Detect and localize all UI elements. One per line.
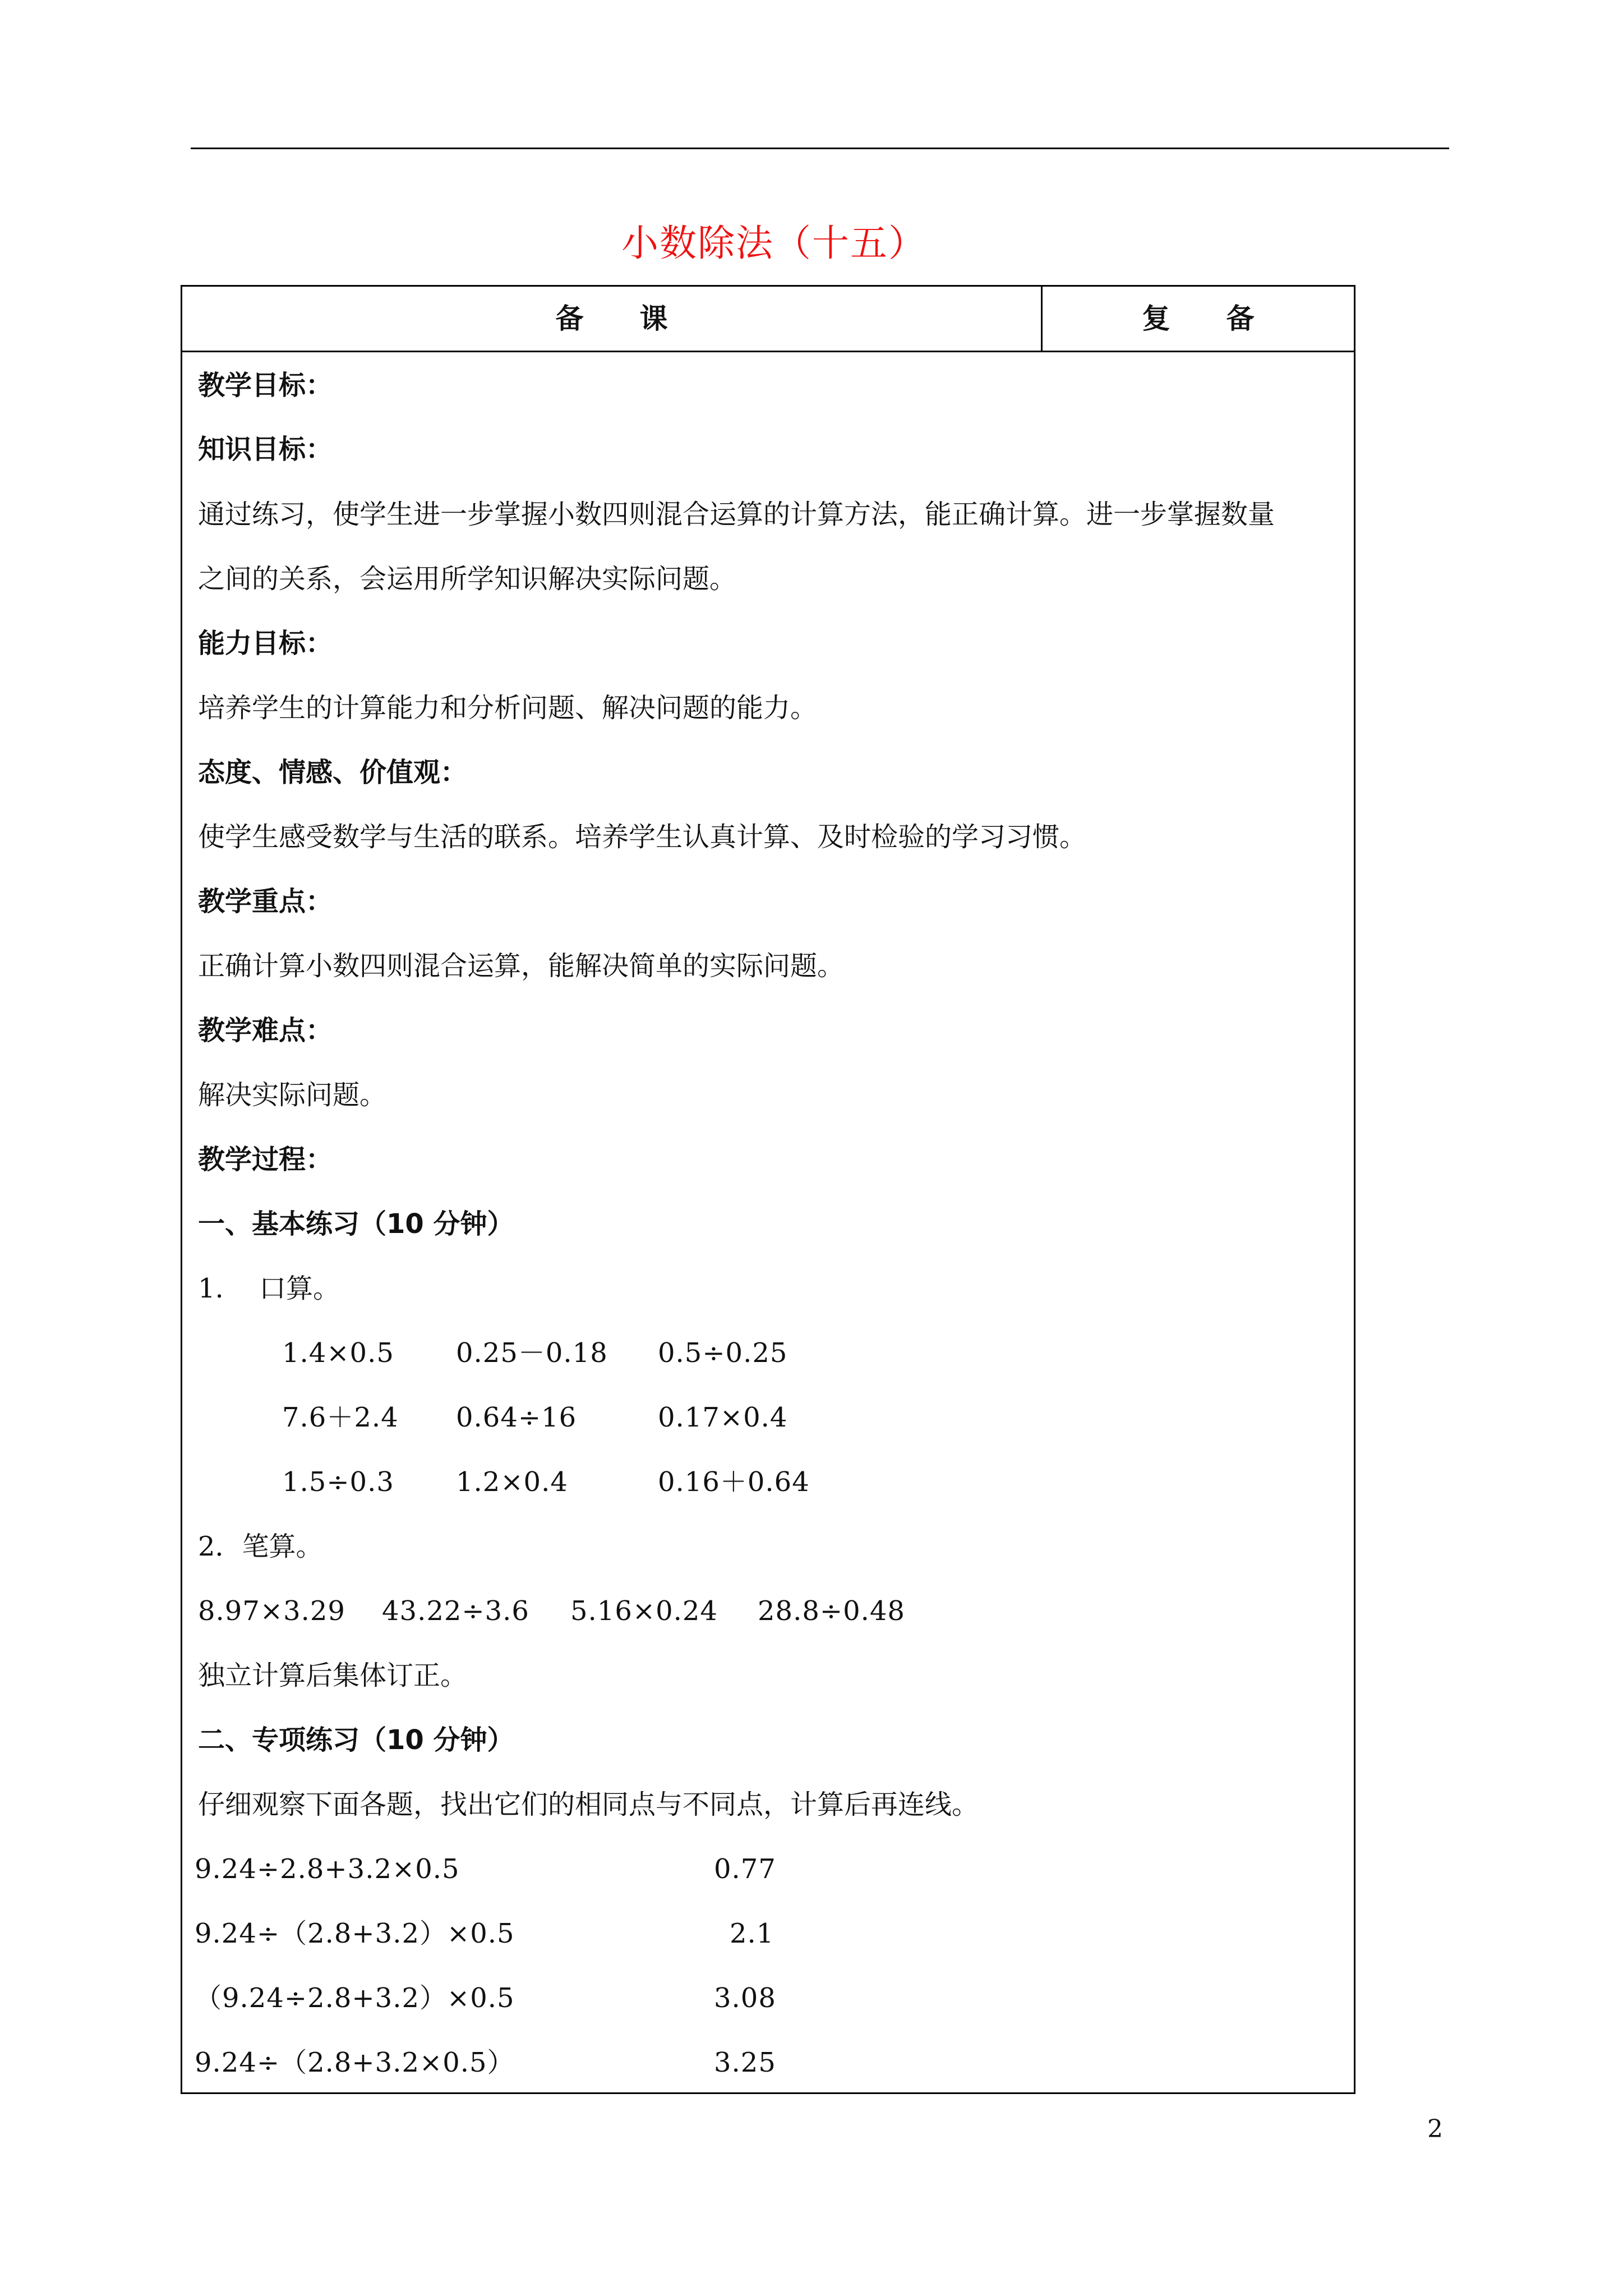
written-problem: 5.16×0.24	[570, 1595, 718, 1627]
difficulties-text: 解决实际问题。	[198, 1079, 387, 1111]
heading-key-points: 教学重点：	[198, 886, 333, 917]
knowledge-text-line-1: 通过练习，使学生进一步掌握小数四则混合运算的计算方法，能正确计算。进一步掌握数量	[198, 499, 1275, 530]
key-points-text: 正确计算小数四则混合运算，能解决简单的实际问题。	[198, 950, 845, 982]
oral-problem: 0.25－0.18	[456, 1337, 608, 1369]
lesson-table	[181, 285, 1355, 2094]
heading-difficulties: 教学难点：	[198, 1015, 333, 1046]
heading-process: 教学过程：	[198, 1144, 333, 1175]
heading-section-1: 一、基本练习（10 分钟）	[198, 1208, 514, 1240]
written-problem: 43.22÷3.6	[382, 1595, 529, 1627]
written-note: 独立计算后集体订正。	[198, 1660, 468, 1691]
match-answer: 2.1	[730, 1918, 774, 1949]
heading-teaching-goals: 教学目标：	[198, 370, 333, 401]
match-expression: 9.24÷2.8+3.2×0.5	[195, 1853, 460, 1885]
oral-problem: 1.4×0.5	[282, 1337, 394, 1369]
table-header-row	[182, 287, 1354, 352]
oral-problem: 0.64÷16	[456, 1402, 577, 1433]
item-oral-calc: 1. 口算。	[198, 1273, 340, 1304]
heading-ability-goals: 能力目标：	[198, 628, 333, 659]
oral-problem: 0.16＋0.64	[658, 1466, 810, 1498]
oral-problem: 1.2×0.4	[456, 1466, 568, 1498]
match-answer: 3.25	[714, 2047, 776, 2078]
match-expression: 9.24÷（2.8+3.2）×0.5	[195, 1918, 515, 1949]
written-problem: 28.8÷0.48	[758, 1595, 905, 1627]
header-col-review: 复 备	[1142, 302, 1255, 335]
match-expression: （9.24÷2.8+3.2）×0.5	[195, 1982, 515, 2014]
written-problem: 8.97×3.29	[198, 1595, 345, 1627]
section-2-intro: 仔细观察下面各题，找出它们的相同点与不同点，计算后再连线。	[198, 1789, 979, 1820]
heading-section-2: 二、专项练习（10 分钟）	[198, 1724, 514, 1756]
header-rule	[191, 148, 1449, 149]
attitude-text: 使学生感受数学与生活的联系。培养学生认真计算、及时检验的学习习惯。	[198, 821, 1087, 853]
heading-attitude-goals: 态度、情感、价值观：	[198, 757, 468, 788]
header-col-prepare: 备 课	[555, 302, 668, 335]
page-title: 小数除法（十五）	[621, 222, 926, 265]
match-answer: 3.08	[714, 1982, 776, 2014]
heading-knowledge-goals: 知识目标：	[198, 434, 333, 465]
oral-problem: 0.5÷0.25	[658, 1337, 788, 1369]
oral-problem: 1.5÷0.3	[282, 1466, 394, 1498]
match-expression: 9.24÷（2.8+3.2×0.5）	[195, 2047, 515, 2078]
oral-problem: 0.17×0.4	[658, 1402, 788, 1433]
item-written-calc: 2．笔算。	[198, 1531, 323, 1562]
knowledge-text-line-2: 之间的关系，会运用所学知识解决实际问题。	[198, 563, 737, 595]
page-number: 2	[1427, 2115, 1443, 2143]
ability-text: 培养学生的计算能力和分析问题、解决问题的能力。	[198, 692, 818, 724]
oral-problem: 7.6＋2.4	[282, 1402, 399, 1433]
match-answer: 0.77	[714, 1853, 776, 1885]
